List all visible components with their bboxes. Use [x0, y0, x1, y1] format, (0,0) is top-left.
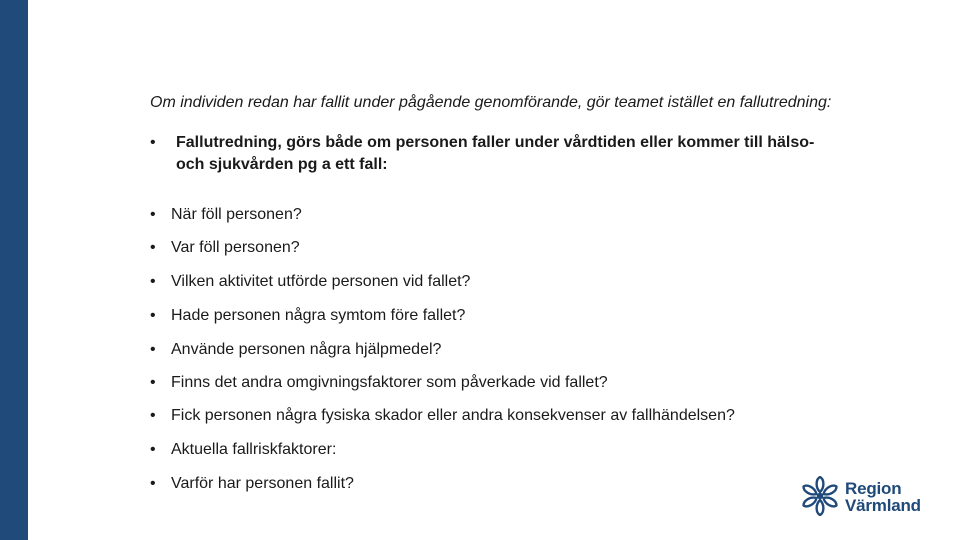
intro-text: Om individen redan har fallit under pågående genomförande, gör teamet istället en fallutredning: — [150, 94, 832, 111]
bullet-glyph: • — [150, 134, 156, 151]
left-accent-bar — [0, 0, 28, 540]
question-text: Finns det andra omgivningsfaktorer som påverkade vid fallet? — [171, 374, 608, 391]
bullet-glyph: • — [150, 475, 156, 492]
list-item — [150, 439, 336, 461]
list-item — [150, 237, 300, 259]
logo-text-varmland: Värmland — [845, 496, 921, 515]
list-item — [150, 473, 354, 495]
flower-icon — [800, 476, 840, 516]
list-item — [150, 204, 302, 226]
region-varmland-logo — [800, 476, 940, 520]
bullet-glyph: • — [150, 341, 156, 358]
question-text: Vilken aktivitet utförde personen vid fallet? — [171, 273, 471, 290]
question-text: Var föll personen? — [171, 239, 300, 256]
slide-content — [150, 92, 840, 176]
list-item — [150, 372, 608, 394]
bullet-glyph: • — [150, 441, 156, 458]
question-text: Fick personen några fysiska skador eller andra konsekvenser av fallhändelsen? — [171, 407, 735, 424]
list-item — [150, 305, 465, 327]
main-bullet — [150, 132, 840, 176]
list-item — [150, 271, 470, 293]
main-bullet-text: Fallutredning, görs både om personen faller under vårdtiden eller kommer till hälso-och sjukvården pg a ett fall: — [176, 134, 815, 173]
question-text: Aktuella fallriskfaktorer: — [171, 441, 337, 458]
question-text: Varför har personen fallit? — [171, 475, 354, 492]
list-item — [150, 405, 735, 427]
bullet-glyph: • — [150, 239, 156, 256]
question-text: Använde personen några hjälpmedel? — [171, 341, 442, 358]
bullet-glyph: • — [150, 407, 156, 424]
bullet-glyph: • — [150, 307, 156, 324]
list-item — [150, 339, 441, 361]
bullet-glyph: • — [150, 206, 156, 223]
question-text: Hade personen några symtom före fallet? — [171, 307, 466, 324]
bullet-glyph: • — [150, 374, 156, 391]
question-text: När föll personen? — [171, 206, 302, 223]
bullet-glyph: • — [150, 273, 156, 290]
logo-text-region: Region — [845, 479, 902, 498]
